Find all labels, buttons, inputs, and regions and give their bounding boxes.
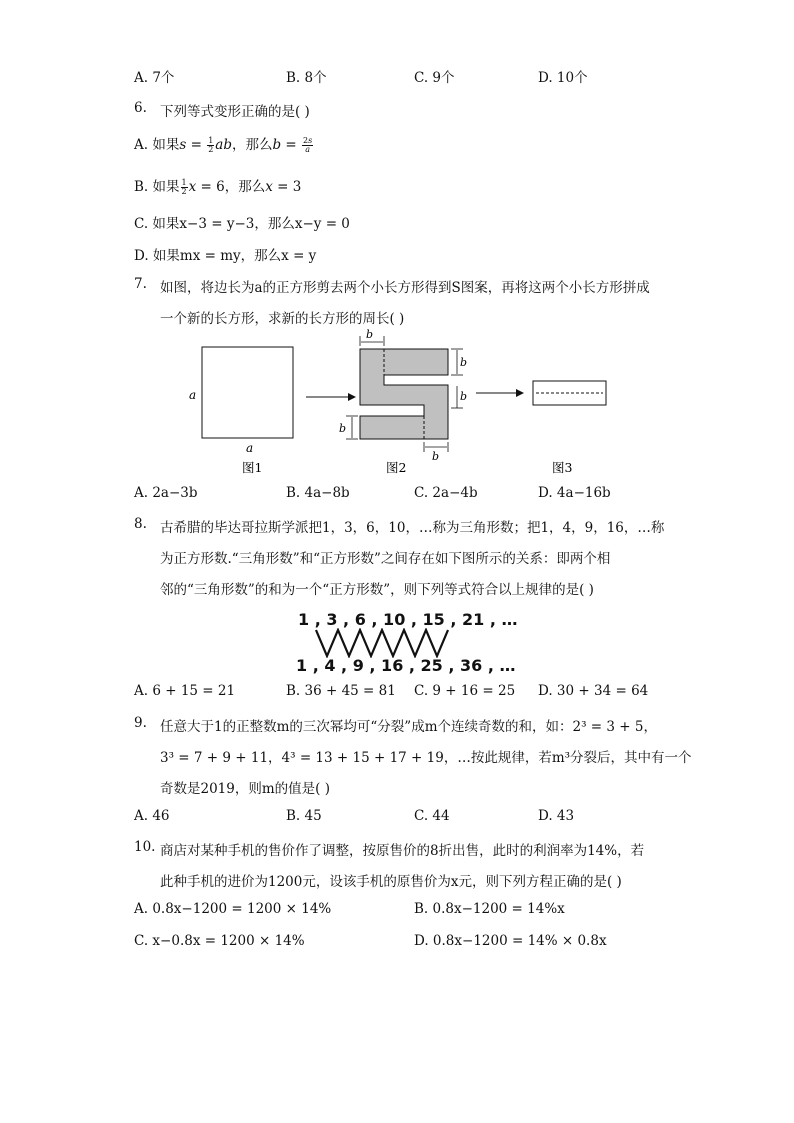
q8-option-d: D. 30 + 34 = 64	[538, 683, 649, 699]
q8-number: 8.	[134, 516, 147, 532]
q8-stem-line3: 邻的“三角形数”的和为一个“正方形数”，则下列等式符合以上规律的是( )	[160, 582, 594, 598]
fig1-side-label-bottom: a	[246, 441, 254, 455]
q6-option-a: A. 如果s = $\frac{1}{2}$ ab，那么b = $\frac{2s}{a}$	[134, 136, 313, 154]
q7-stem-line1: 如图，将边长为a的正方形剪去两个小长方形得到S图案，再将这两个小长方形拼成	[160, 280, 650, 296]
zigzag-connector	[300, 628, 470, 658]
q7-option-d: D. 4a−16b	[538, 485, 611, 501]
svg-text:b: b	[366, 328, 374, 341]
q6-option-c: C. 如果x−3 = y−3，那么x−y = 0	[134, 216, 350, 232]
fig1-side-label-left: a	[189, 388, 197, 402]
q8-option-c: C. 9 + 16 = 25	[414, 683, 516, 699]
q10-stem-line2: 此种手机的进价为1200元，设该手机的原售价为x元，则下列方程正确的是( )	[160, 874, 622, 890]
q5-option-d: D. 10个	[538, 70, 588, 86]
q9-stem-line1: 任意大于1的正整数m的三次幂均可“分裂”成m个连续奇数的和，如：2³ = 3 + 5，	[160, 719, 657, 735]
q10-option-d: D. 0.8x−1200 = 14% × 0.8x	[414, 933, 607, 949]
q6-option-b: B. 如果 $\frac{1}{2}$ x = 6，那么x = 3	[134, 178, 302, 196]
q6-option-d: D. 如果mx = my，那么x = y	[134, 248, 317, 264]
q8-stem-line2: 为正方形数.“三角形数”和“正方形数”之间存在如下图所示的关系：即两个相	[160, 551, 611, 567]
fig2-caption: 图2	[386, 460, 407, 475]
svg-text:b: b	[432, 450, 440, 463]
fig2-s-shape	[360, 349, 448, 439]
q9-option-b: B. 45	[286, 808, 322, 824]
arrow-1-icon	[348, 393, 356, 401]
q9-option-c: C. 44	[414, 808, 450, 824]
q7-figure	[180, 326, 630, 476]
svg-text:b: b	[460, 356, 468, 369]
q7-option-a: A. 2a−3b	[134, 485, 198, 501]
triangular-numbers-row: 1 , 3 , 6 , 10 , 15 , 21 , …	[298, 610, 518, 629]
q10-option-a: A. 0.8x−1200 = 1200 × 14%	[134, 901, 332, 917]
q10-stem-line1: 商店对某种手机的售价作了调整，按原售价的8折出售，此时的利润率为14%，若	[160, 843, 645, 859]
q10-option-b: B. 0.8x−1200 = 14%x	[414, 901, 565, 917]
q5-option-b: B. 8个	[286, 70, 327, 86]
q8-option-b: B. 36 + 45 = 81	[286, 683, 396, 699]
svg-text:b: b	[339, 422, 347, 435]
q9-number: 9.	[134, 715, 147, 731]
svg-text:b: b	[460, 390, 468, 403]
fig1-caption: 图1	[242, 460, 263, 475]
q9-stem-line2: 3³ = 7 + 9 + 11，4³ = 13 + 15 + 17 + 19，…按此规律，若m³分裂后，其中有一个	[160, 750, 692, 766]
q7-number: 7.	[134, 276, 147, 292]
q7-stem-line2: 一个新的长方形，求新的长方形的周长( )	[160, 311, 405, 327]
q7-option-b: B. 4a−8b	[286, 485, 350, 501]
q8-option-a: A. 6 + 15 = 21	[134, 683, 236, 699]
fig3-caption: 图3	[552, 460, 573, 475]
square-numbers-row: 1 , 4 , 9 , 16 , 25 , 36 , …	[296, 656, 516, 675]
q9-stem-line3: 奇数是2019，则m的值是( )	[160, 781, 330, 797]
q6-number: 6.	[134, 100, 147, 116]
q10-option-c: C. x−0.8x = 1200 × 14%	[134, 933, 305, 949]
q6-stem: 下列等式变形正确的是( )	[160, 104, 310, 120]
q7-option-c: C. 2a−4b	[414, 485, 478, 501]
q9-option-d: D. 43	[538, 808, 575, 824]
q10-number: 10.	[134, 839, 156, 855]
fig1-square	[202, 347, 293, 438]
q9-option-a: A. 46	[134, 808, 170, 824]
arrow-2-icon	[516, 389, 524, 397]
q5-option-c: C. 9个	[414, 70, 455, 86]
q8-stem-line1: 古希腊的毕达哥拉斯学派把1，3，6，10，…称为三角形数；把1，4，9，16，…称	[160, 520, 665, 536]
q5-option-a: A. 7个	[134, 70, 175, 86]
